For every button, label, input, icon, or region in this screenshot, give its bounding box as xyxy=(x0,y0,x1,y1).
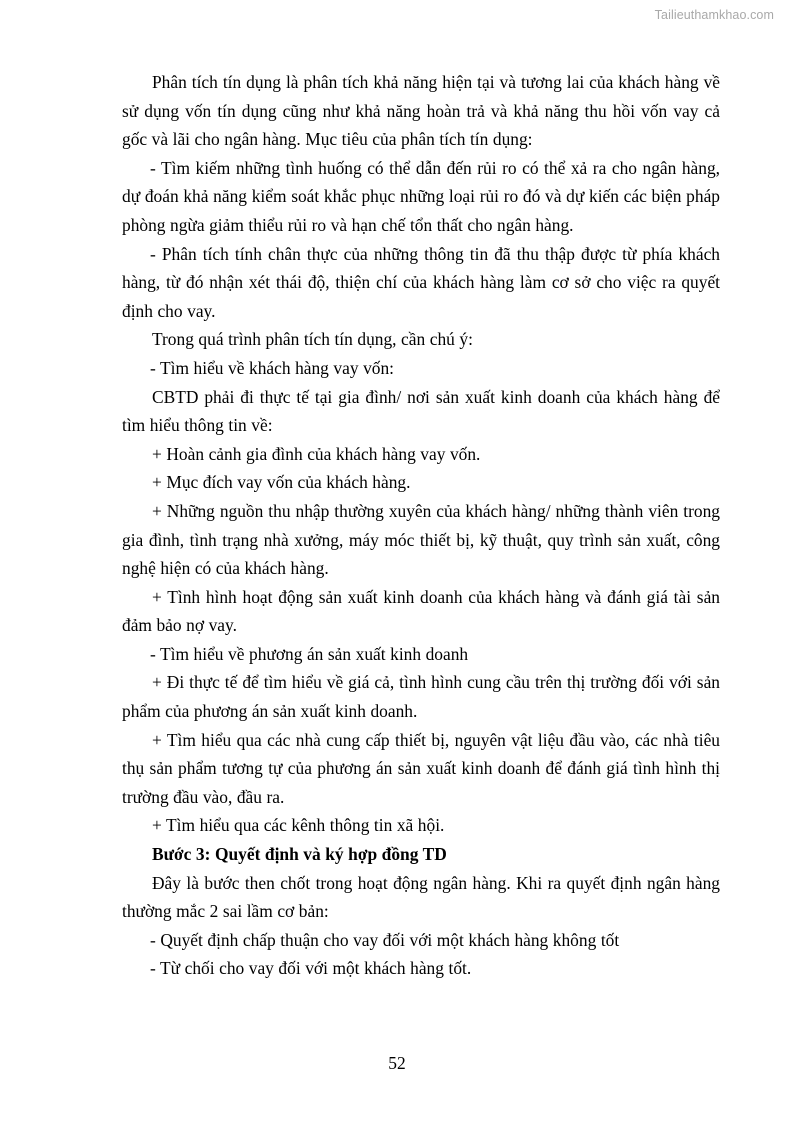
page-number: 52 xyxy=(388,1053,406,1073)
body-paragraph: Phân tích tín dụng là phân tích khả năng hiện tại và tương lai của khách hàng về sử dụng vốn tín dụng cũng như khả năng hoàn trả và khả năng thu hồi vốn vay cả gốc và lãi cho ngân hàng. Mục tiêu của phân tích tín dụng: xyxy=(122,72,720,150)
body-paragraph: + Tìm hiểu qua các nhà cung cấp thiết bị, nguyên vật liệu đầu vào, các nhà tiêu thụ sản phẩm tương tự của phương án sản xuất kinh doanh để đánh giá tình hình thị trường đầu vào, đầu ra. xyxy=(122,729,720,807)
body-paragraph: + Tìm hiểu qua các kênh thông tin xã hội. xyxy=(152,815,445,836)
body-paragraph: - Tìm hiểu về khách hàng vay vốn: xyxy=(150,357,395,378)
body-paragraph: + Tình hình hoạt động sản xuất kinh doanh của khách hàng và đánh giá tài sản đảm bảo nợ vay. xyxy=(122,586,720,636)
body-paragraph: + Mục đích vay vốn của khách hàng. xyxy=(152,472,411,493)
page-text-body xyxy=(122,68,720,983)
section-heading: Bước 3: Quyết định và ký hợp đồng TD xyxy=(152,844,447,865)
body-paragraph: Trong quá trình phân tích tín dụng, cần chú ý: xyxy=(152,329,473,350)
body-paragraph: + Đi thực tế để tìm hiểu về giá cả, tình hình cung cầu trên thị trường đối với sản phẩm của phương án sản xuất kinh doanh. xyxy=(122,672,720,722)
body-paragraph: - Phân tích tính chân thực của những thông tin đã thu thập được từ phía khách hàng, từ đó nhận xét thái độ, thiện chí của khách hàng làm cơ sở cho việc ra quyết định cho vay. xyxy=(122,243,720,321)
body-paragraph: Đây là bước then chốt trong hoạt động ngân hàng. Khi ra quyết định ngân hàng thường mắc 2 sai lầm cơ bản: xyxy=(122,872,720,922)
body-paragraph: CBTD phải đi thực tế tại gia đình/ nơi sản xuất kinh doanh của khách hàng để tìm hiểu thông tin về: xyxy=(122,386,720,436)
body-paragraph: - Từ chối cho vay đối với một khách hàng tốt. xyxy=(150,958,472,979)
site-watermark: Tailieuthamkhao.com xyxy=(654,8,774,22)
body-paragraph: - Quyết định chấp thuận cho vay đối với một khách hàng không tốt xyxy=(150,929,620,950)
body-paragraph: + Những nguồn thu nhập thường xuyên của khách hàng/ những thành viên trong gia đình, tình trạng nhà xưởng, máy móc thiết bị, kỹ thuật, quy trình sản xuất, công nghệ hiện có của khách hàng. xyxy=(122,500,720,579)
body-paragraph: + Hoàn cảnh gia đình của khách hàng vay vốn. xyxy=(152,443,481,464)
body-paragraph: - Tìm kiếm những tình huống có thể dẫn đến rủi ro có thể xả ra cho ngân hàng, dự đoán khả năng kiểm soát khắc phục những loại rủi ro đó và dự kiến các biện pháp phòng ngừa giảm thiểu rủi ro và hạn chế tổn thất cho ngân hàng. xyxy=(122,157,720,235)
body-paragraph: - Tìm hiểu về phương án sản xuất kinh doanh xyxy=(150,643,469,664)
